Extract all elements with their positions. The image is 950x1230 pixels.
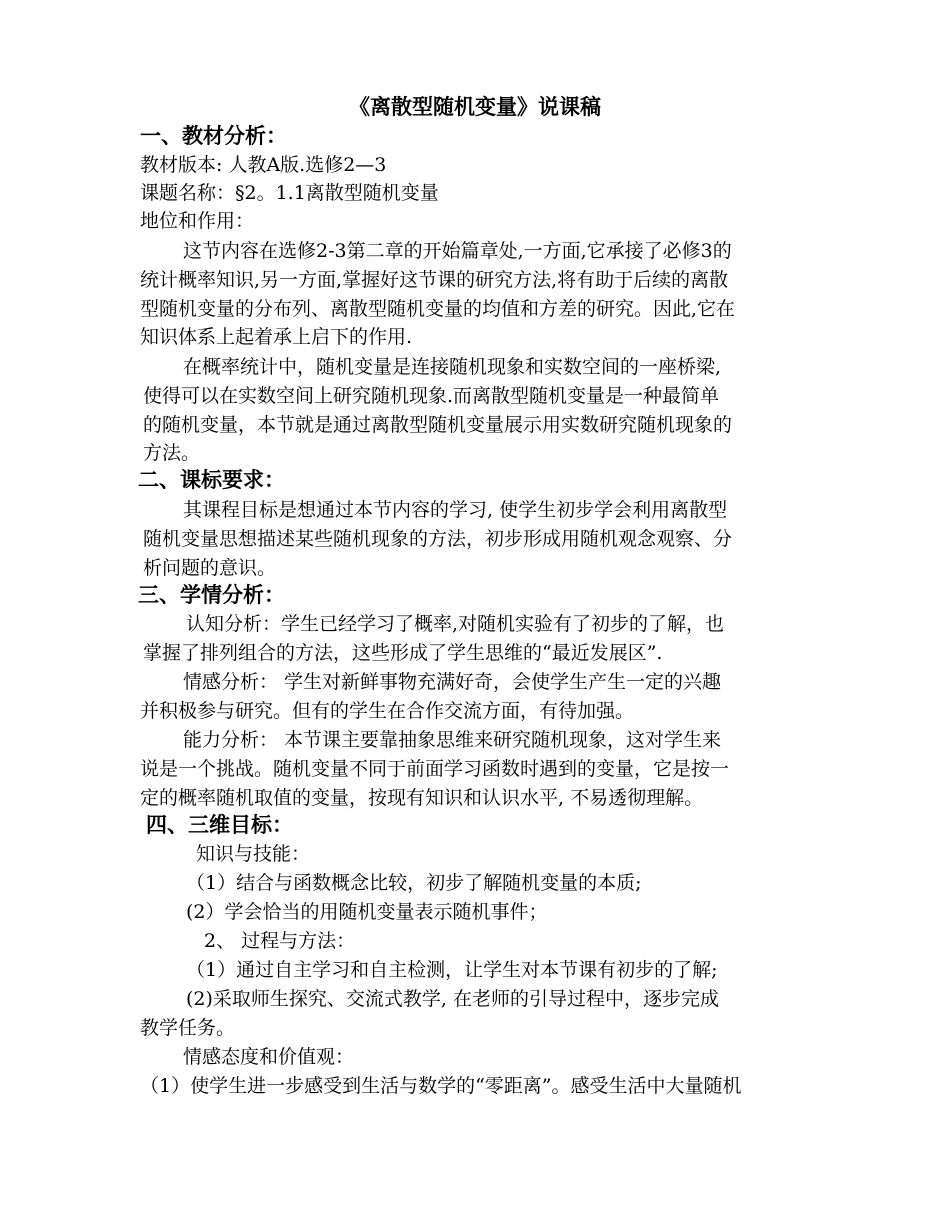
process-label: 2、 过程与方法：: [204, 930, 356, 952]
paragraph-line: 能力分析： 本节课主要靠抽象思维来研究随机现象，这对学生来: [183, 729, 722, 751]
paragraph-line: 掌握了排列组合的方法，这些形成了学生思维的“最近发展区”.: [143, 642, 663, 664]
paragraph-line: 随机变量思想描述某些随机现象的方法，初步形成用随机观念观察、分: [143, 528, 733, 550]
paragraph-line: 认知分析：学生已经学习了概率,对随机实验有了初步的了解，也: [186, 613, 725, 635]
paragraph-line: 使得可以在实数空间上研究随机现象.而离散型随机变量是一种最简单: [143, 385, 720, 407]
paragraph-line: 方法。: [143, 442, 201, 464]
paragraph-line: 的随机变量，本节就是通过离散型随机变量展示用实数研究随机现象的: [143, 414, 733, 436]
knowledge-label: 知识与技能：: [196, 843, 311, 865]
paragraph-line: 定的概率随机取值的变量，按现有知识和认识水平, 不易透彻理解。: [140, 787, 704, 809]
paragraph-line: 析问题的意识。: [143, 557, 277, 579]
objective-line: （1）通过自主学习和自主检测，让学生对本节课有初步的了解;: [186, 959, 718, 981]
paragraph-line: 在概率统计中，随机变量是连接随机现象和实数空间的一座桥梁,: [183, 356, 722, 378]
paragraph-line: 统计概率知识,另一方面,掌握好这节课的研究方法,将有助于后续的离散: [140, 269, 729, 291]
section-heading-objectives: 四、三维目标：: [146, 813, 293, 837]
section-heading-student-analysis: 三、学情分析：: [138, 583, 285, 607]
paragraph-line: 其课程目标是想通过本节内容的学习, 使学生初步学会利用离散型: [183, 499, 728, 521]
paragraph-line: 情感分析： 学生对新鲜事物充满好奇，会使学生产生一定的兴趣: [183, 671, 722, 693]
paragraph-line: 说是一个挑战。随机变量不同于前面学习函数时遇到的变量，它是按一: [140, 758, 730, 780]
objective-line: (2）学会恰当的用随机变量表示随机事件；: [186, 901, 548, 923]
section-heading-textbook-analysis: 一、教材分析：: [140, 124, 287, 148]
role-label: 地位和作用：: [140, 210, 255, 232]
objective-line: (2)采取师生探究、交流式教学, 在老师的引导过程中，逐步完成: [186, 988, 719, 1010]
textbook-edition: 教材版本: 人教A版.选修2—3: [140, 154, 387, 176]
lesson-topic: 课题名称：§2。1.1离散型随机变量: [140, 182, 439, 204]
paragraph-line: 这节内容在选修2-3第二章的开始篇章处,一方面,它承接了必修3的: [183, 240, 732, 262]
values-label: 情感态度和价值观：: [183, 1046, 355, 1068]
objective-line: （1）结合与函数概念比较，初步了解随机变量的本质;: [186, 872, 642, 894]
objective-line: （1）使学生进一步感受到生活与数学的“零距离”。感受生活中大量随机: [140, 1075, 742, 1097]
objective-line: 教学任务。: [140, 1017, 236, 1039]
paragraph-line: 型随机变量的分布列、离散型随机变量的均值和方差的研究。因此,它在: [140, 298, 736, 320]
document-title: 《离散型随机变量》说课稿: [349, 95, 601, 119]
section-heading-curriculum: 二、课标要求：: [138, 468, 285, 492]
paragraph-line: 并积极参与研究。但有的学生在合作交流方面，有待加强。: [140, 700, 635, 722]
paragraph-line: 知识体系上起着承上启下的作用.: [140, 326, 413, 348]
